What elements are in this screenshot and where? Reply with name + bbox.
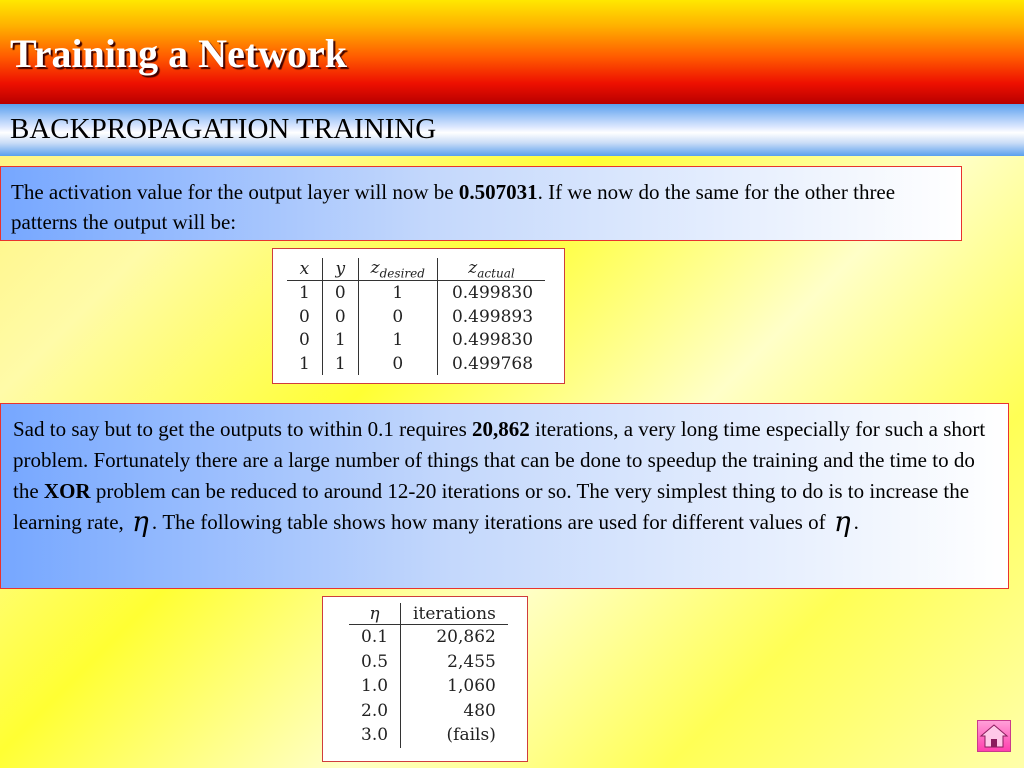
learning-rate-text-box: [0, 403, 1009, 589]
activation-text-box: [0, 166, 962, 241]
table-cell: 20,862: [436, 627, 496, 648]
col-header-z-actual: $z_{actual}$: [437, 258, 545, 281]
box2-text-d: . The following table shows how many iterations are used for different values of: [151, 510, 831, 534]
table-cell: 480: [463, 700, 496, 721]
table-row: [287, 352, 545, 376]
table-cell: 1: [358, 281, 437, 305]
box1-text-a: The activation value for the output layer will now be: [11, 180, 459, 204]
table-cell: 0.499768: [451, 353, 534, 374]
box2-text-e: .: [853, 510, 859, 534]
table-row: [349, 699, 508, 724]
table-row: [349, 625, 508, 650]
slide-title: Training a Network: [10, 31, 348, 76]
table-row: [287, 328, 545, 352]
table-cell: 0.1: [349, 625, 401, 650]
box1-text-b: . If we now do the same for the other three patterns the output will be:: [11, 180, 896, 234]
table-row: [287, 305, 545, 329]
table-cell: 3.0: [349, 723, 401, 748]
table-cell: 0: [287, 305, 322, 329]
table-header-row: [287, 258, 545, 281]
activation-value: 0.507031: [458, 180, 538, 204]
table-cell: 2,455: [447, 651, 496, 672]
slide-subtitle: BACKPROPAGATION TRAINING: [10, 113, 437, 145]
table-cell: 0: [322, 281, 358, 305]
learning-rate-table: [349, 603, 508, 748]
table-cell: 0: [358, 352, 437, 376]
home-button[interactable]: [977, 720, 1011, 752]
table-cell: 1: [322, 328, 358, 352]
table-row: [349, 650, 508, 675]
table-cell: 0.499830: [451, 283, 534, 304]
eta-symbol: η: [132, 505, 149, 538]
table-cell: 0.5: [349, 650, 401, 675]
subtitle-bar: [0, 104, 1024, 156]
table-cell: 1: [287, 352, 322, 376]
table-row: [287, 281, 545, 305]
table-cell: 1: [322, 352, 358, 376]
table-cell: 0.499893: [451, 306, 534, 327]
table-cell: 0: [287, 328, 322, 352]
col-header-iterations: iterations: [401, 603, 508, 625]
table-cell: 0: [358, 305, 437, 329]
box2-text-c: problem can be reduced to around 12-20 iterations or so. The very simplest thing to do is to increase the learning rate,: [13, 479, 970, 534]
table-cell: 1,060: [447, 676, 496, 697]
title-bar: [0, 0, 1024, 104]
table-cell: 0.499830: [451, 330, 534, 351]
table-cell: 1.0: [349, 674, 401, 699]
table-cell: 2.0: [349, 699, 401, 724]
xor-label: XOR: [43, 479, 91, 503]
table-cell: (fails): [446, 725, 496, 746]
learning-rate-paragraph: [13, 414, 994, 538]
box2-text-a: Sad to say but to get the outputs to within 0.1 requires: [13, 417, 473, 441]
learning-rate-table-frame: [322, 596, 528, 762]
box2-text-b: iterations, a very long time especially for such a short problem. Fortunately there are a large number of things that can be done to speedup the training and the time to do the: [13, 417, 986, 503]
iterations-value: 20,862: [472, 417, 530, 441]
col-header-x: x: [287, 258, 322, 281]
col-header-eta: η: [349, 603, 401, 625]
table-header-row: [349, 603, 508, 625]
col-header-y: y: [322, 258, 358, 281]
activation-table: [287, 258, 545, 375]
table-cell: 1: [358, 328, 437, 352]
activation-table-frame: [272, 248, 565, 384]
table-row: [349, 723, 508, 748]
eta-symbol: η: [833, 505, 851, 538]
table-cell: 1: [287, 281, 322, 305]
table-cell: 0: [322, 305, 358, 329]
table-row: [349, 674, 508, 699]
home-icon: [978, 721, 1010, 751]
col-header-z-desired: $z_{desired}$: [358, 258, 437, 281]
